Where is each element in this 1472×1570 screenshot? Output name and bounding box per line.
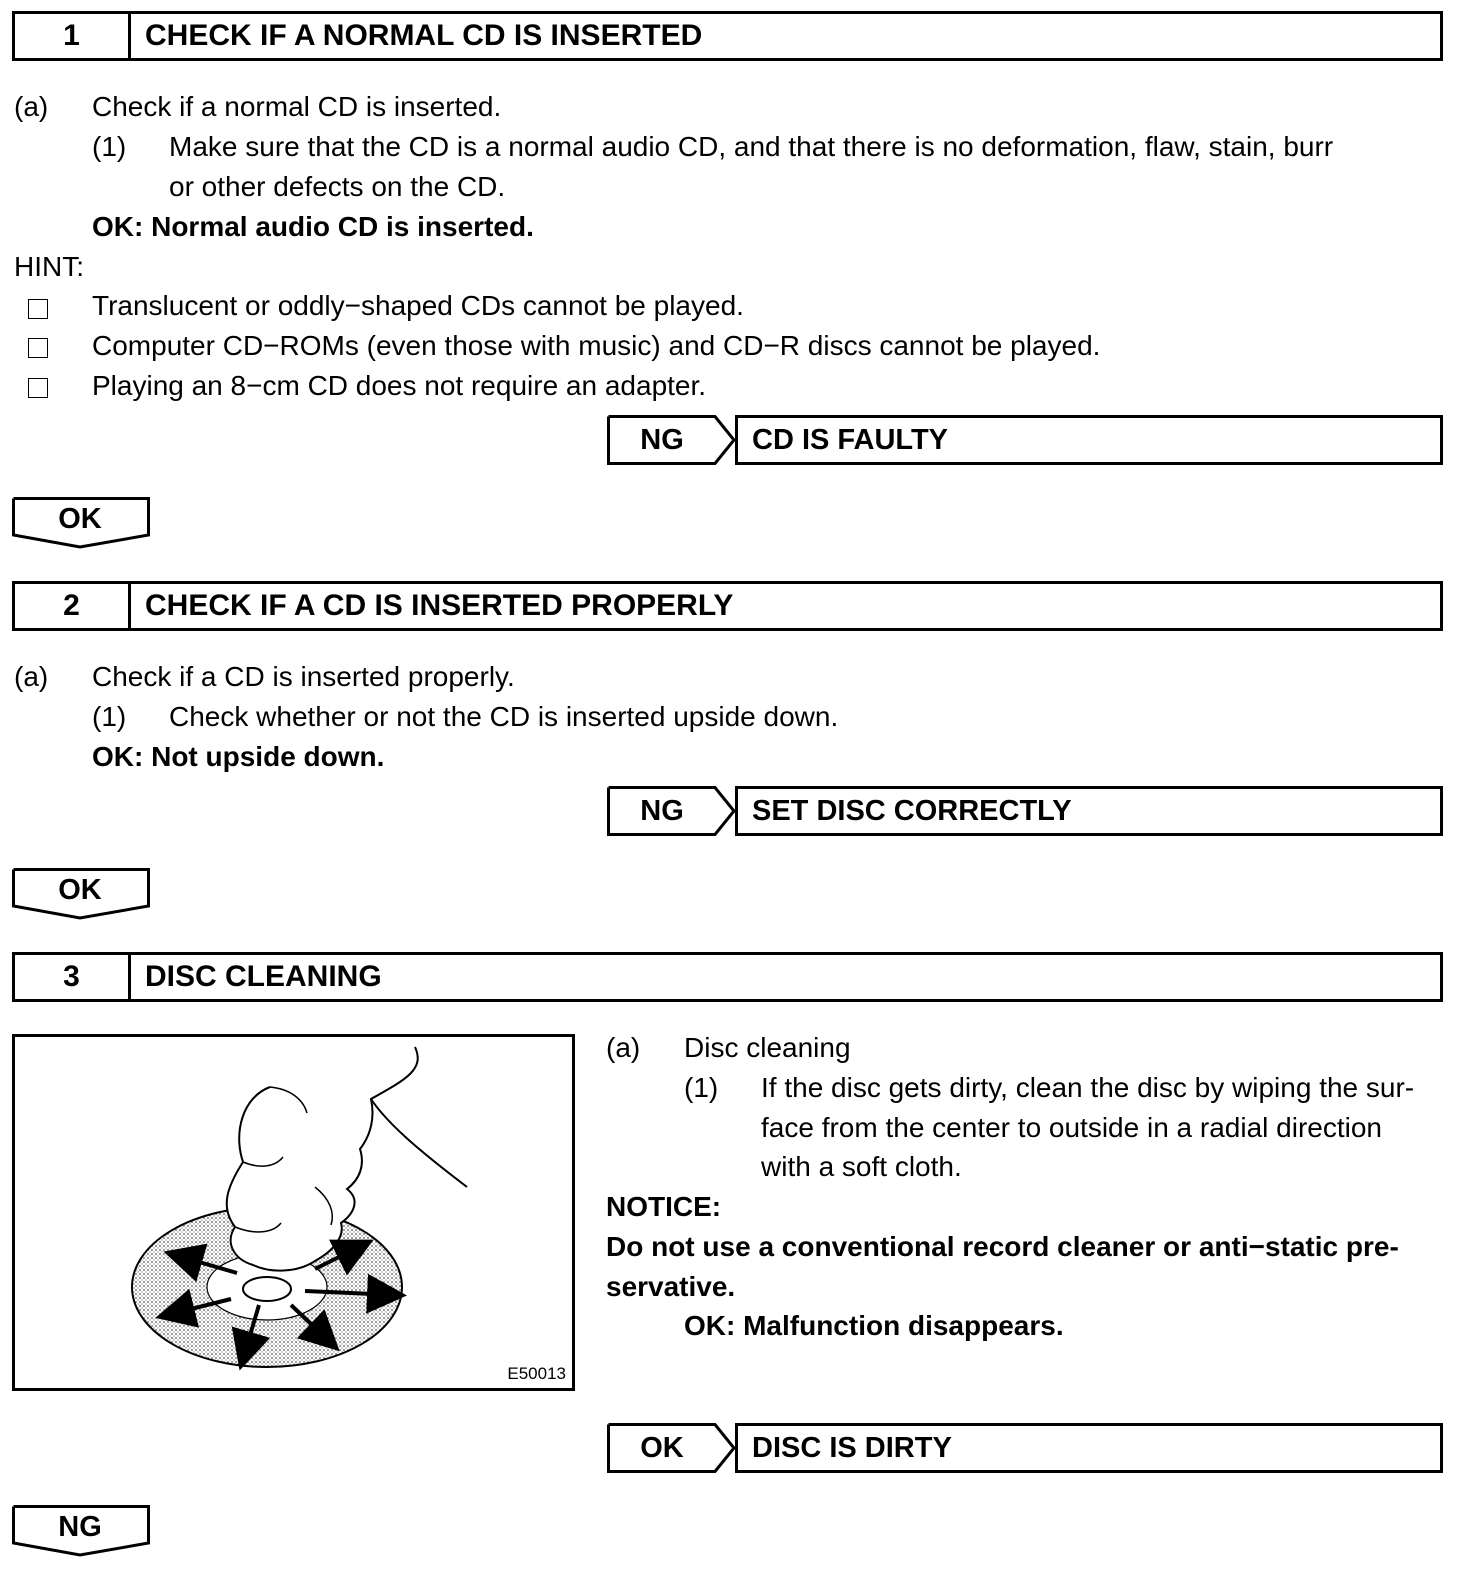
step-3-header: [12, 952, 1443, 1002]
subitem-text-line1: Make sure that the CD is a normal audio CD, and that there is no deformation, flaw, stain, burr: [169, 131, 1334, 162]
ok-continue-tag: [12, 497, 150, 549]
item-marker-a: (a): [14, 91, 49, 122]
subitem-marker-1: (1): [92, 131, 127, 162]
ok-criteria: OK: Not upside down.: [92, 741, 385, 772]
subitem-marker-1: (1): [684, 1072, 719, 1103]
ng-branch-arrow: [607, 786, 735, 836]
step-number: 2: [15, 584, 131, 628]
subitem-text-line1: If the disc gets dirty, clean the disc by wiping the sur-: [761, 1072, 1415, 1103]
continue-label: NG: [58, 1510, 102, 1543]
item-text-a: Check if a normal CD is inserted.: [92, 91, 502, 122]
item-text-a: Disc cleaning: [684, 1032, 851, 1063]
step-title: DISC CLEANING: [145, 960, 382, 993]
ng-continue-tag: [12, 1505, 150, 1557]
hint-label: HINT:: [14, 251, 84, 282]
hint-item: Computer CD−ROMs (even those with music) and CD−R discs cannot be played.: [92, 330, 1101, 361]
continue-label: OK: [58, 873, 102, 906]
hint-item: Playing an 8−cm CD does not require an adapter.: [92, 370, 707, 401]
figure-code: E50013: [507, 1364, 566, 1383]
step-1-header: [12, 11, 1443, 61]
ok-criteria: OK: Malfunction disappears.: [684, 1310, 1064, 1341]
continue-label: OK: [58, 502, 102, 535]
hint-bullet-icon: [28, 299, 48, 319]
branch-label: NG: [640, 423, 684, 456]
disc-cleaning-figure: [12, 1034, 575, 1391]
disc-cleaning-illustration: [15, 1037, 572, 1388]
hint-bullet-icon: [28, 378, 48, 398]
subitem-text-line3: with a soft cloth.: [761, 1151, 962, 1182]
item-marker-a: (a): [14, 661, 49, 692]
hint-item: Translucent or oddly−shaped CDs cannot be played.: [92, 290, 744, 321]
step-number: 1: [15, 14, 131, 58]
step-number: 3: [15, 955, 131, 999]
branch-result: SET DISC CORRECTLY: [735, 786, 1443, 836]
item-text-a: Check if a CD is inserted properly.: [92, 661, 515, 692]
notice-text-line1: Do not use a conventional record cleaner or anti−static pre-: [606, 1231, 1399, 1262]
ok-branch-arrow: [607, 1423, 735, 1473]
branch-label: NG: [640, 794, 684, 827]
subitem-marker-1: (1): [92, 701, 127, 732]
step-title: CHECK IF A NORMAL CD IS INSERTED: [145, 19, 703, 52]
notice-label: NOTICE:: [606, 1191, 722, 1222]
ok-criteria: OK: Normal audio CD is inserted.: [92, 211, 534, 242]
branch-result: CD IS FAULTY: [735, 415, 1443, 465]
subitem-text: Check whether or not the CD is inserted upside down.: [169, 701, 839, 732]
hint-bullet-icon: [28, 338, 48, 358]
subitem-text-line2: face from the center to outside in a radial direction: [761, 1112, 1383, 1143]
ok-continue-tag: [12, 868, 150, 920]
branch-label: OK: [640, 1431, 684, 1464]
notice-text-line2: servative.: [606, 1271, 736, 1302]
branch-result: DISC IS DIRTY: [735, 1423, 1443, 1473]
ng-branch-arrow: [607, 415, 735, 465]
step-title: CHECK IF A CD IS INSERTED PROPERLY: [145, 589, 734, 622]
item-marker-a: (a): [606, 1032, 641, 1063]
step-2-header: [12, 581, 1443, 631]
subitem-text-line2: or other defects on the CD.: [169, 171, 506, 202]
